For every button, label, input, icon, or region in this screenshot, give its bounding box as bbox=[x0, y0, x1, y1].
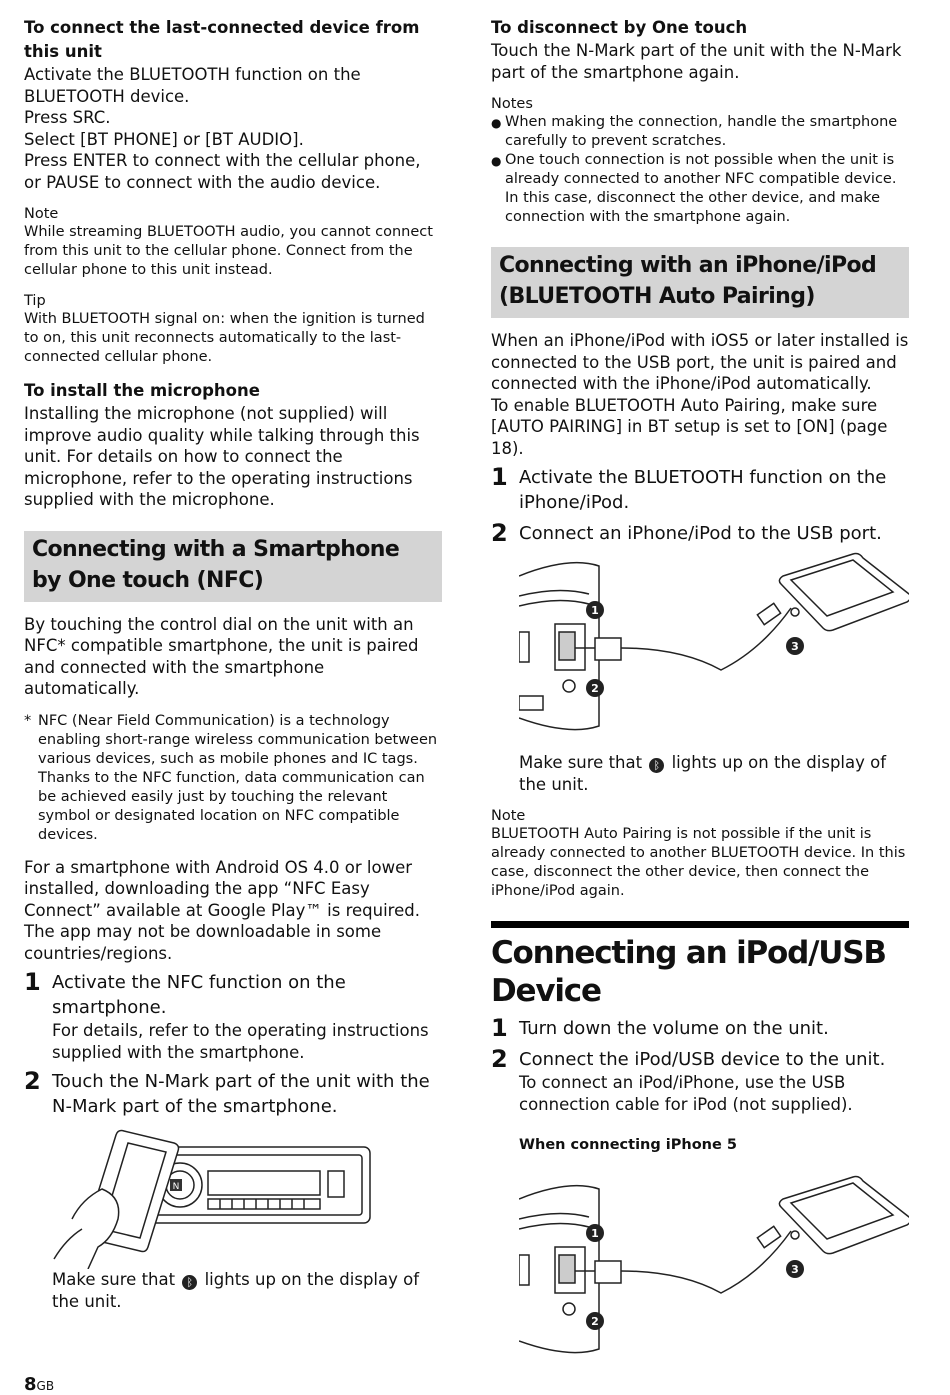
make-sure-a: Make sure that bbox=[52, 1270, 176, 1289]
nfc-step-2 bbox=[24, 1069, 442, 1119]
mic-title: To install the microphone bbox=[24, 381, 260, 400]
iphone5-label: When connecting iPhone 5 bbox=[519, 1136, 737, 1153]
nfc-touch-illustration bbox=[52, 1119, 372, 1269]
page-number-value: 8 bbox=[24, 1374, 37, 1395]
tip-label: Tip bbox=[24, 293, 46, 309]
notes-label: Notes bbox=[491, 96, 533, 112]
callout-2: 2 bbox=[591, 682, 599, 695]
callout-1: 1 bbox=[591, 1227, 599, 1240]
bluetooth-icon: ᛒ bbox=[649, 758, 664, 773]
callout-2: 2 bbox=[591, 1315, 599, 1328]
footnote-text: NFC (Near Field Communication) is a technology enabling short-range wireless communication between various devices, such as mobile phones and IC tags. Thanks to the NFC function, data communication can be achieved easily just by touching the relevant symbol or designated location on NFC compatible devices. bbox=[38, 712, 438, 843]
callout-3: 3 bbox=[791, 1263, 799, 1276]
note-label: Note bbox=[24, 206, 59, 222]
step-1-desc: For details, refer to the operating instructions supplied with the smartphone. bbox=[52, 1021, 429, 1062]
usb-heading: Connecting an iPod/USB Device bbox=[491, 921, 909, 1010]
iphone5-connect-illustration bbox=[519, 1169, 909, 1359]
nfc-intro: By touching the control dial on the unit with an NFC* compatible smartphone, the unit is paired and connected with the smartphone automatically. bbox=[24, 614, 419, 698]
callout-3: 3 bbox=[791, 640, 799, 653]
iphone-intro: When an iPhone/iPod with iOS5 or later installed is connected to the USB port, the unit is paired and connected with the iPhone/iPod automatically. bbox=[491, 331, 909, 393]
step-text: Touch the N-Mark part of the unit with the N-Mark part of the smartphone. bbox=[52, 1071, 430, 1117]
usb-step-1 bbox=[491, 1016, 909, 1041]
right-column bbox=[491, 16, 909, 1359]
last-connected-step-2: Press SRC. bbox=[24, 108, 111, 127]
iphone-heading: Connecting with an iPhone/iPod (BLUETOOTH Auto Pairing) bbox=[491, 247, 909, 318]
note-label: Note bbox=[491, 808, 526, 824]
last-connected-step-1: Activate the BLUETOOTH function on the BLUETOOTH device. bbox=[24, 65, 361, 106]
make-sure-a: Make sure that bbox=[519, 753, 643, 772]
step-number: 1 bbox=[24, 968, 41, 996]
android-text: For a smartphone with Android OS 4.0 or lower installed, downloading the app “NFC Easy Connect” available at Google Play™ is required. The app may not be downloadable in some countries/regions. bbox=[24, 857, 420, 963]
step-text: Activate the NFC function on the smartphone. bbox=[52, 972, 346, 1018]
usb-step-2 bbox=[491, 1047, 909, 1072]
make-sure-b: lights up on the display of the unit. bbox=[52, 1270, 420, 1311]
footnote-mark: * bbox=[24, 712, 32, 729]
step-text: Connect an iPhone/iPod to the USB port. bbox=[519, 523, 882, 544]
note-text: While streaming BLUETOOTH audio, you cannot connect from this unit to the cellular phone. Connect from the cellular phone to this unit instead. bbox=[24, 224, 433, 278]
callout-1: 1 bbox=[591, 604, 599, 617]
nfc-step-1 bbox=[24, 970, 442, 1020]
iphone-step-1 bbox=[491, 465, 909, 515]
page-number bbox=[24, 1374, 54, 1395]
step-text: Activate the BLUETOOTH function on the iPhone/iPod. bbox=[519, 467, 887, 513]
step-text: Turn down the volume on the unit. bbox=[519, 1018, 829, 1039]
note-text: BLUETOOTH Auto Pairing is not possible if the unit is already connected to another BLUETOOTH device. In this case, disconnect the other device, then connect the iPhone/iPod again. bbox=[491, 826, 906, 899]
last-connected-title: To connect the last-connected device from this unit bbox=[24, 18, 420, 61]
bluetooth-icon: ᛒ bbox=[182, 1275, 197, 1290]
last-connected-step-3: Select [BT PHONE] or [BT AUDIO]. bbox=[24, 129, 304, 149]
usb-connect-illustration bbox=[519, 546, 909, 746]
iphone-intro-2: To enable BLUETOOTH Auto Pairing, make sure [AUTO PAIRING] in BT setup is set to [ON] (page 18). bbox=[491, 395, 888, 458]
n-mark-label: N bbox=[172, 1182, 180, 1192]
step-number: 2 bbox=[24, 1067, 41, 1095]
last-connected-step-4: Press ENTER to connect with the cellular phone, or PAUSE to connect with the audio device. bbox=[24, 151, 421, 192]
step-number: 1 bbox=[491, 1014, 508, 1042]
iphone-step-2 bbox=[491, 521, 909, 546]
step-text: Connect the iPod/USB device to the unit. bbox=[519, 1049, 886, 1070]
note-item: ● One touch connection is not possible when the unit is already connected to another NFC compatible device. In this case, disconnect the other device, and make connection with the smartphone again. bbox=[491, 151, 909, 227]
nfc-footnote bbox=[24, 712, 442, 845]
mic-text: Installing the microphone (not supplied) will improve audio quality while talking through this unit. For details on how to connect the microphone, refer to the operating instructions supplied with the microphone. bbox=[24, 404, 420, 509]
note-item: ● When making the connection, handle the smartphone carefully to prevent scratches. bbox=[491, 113, 909, 151]
disconnect-text: Touch the N-Mark part of the unit with the N-Mark part of the smartphone again. bbox=[491, 41, 902, 82]
iphone-make-sure bbox=[519, 752, 909, 795]
left-column bbox=[24, 16, 442, 1312]
step-number: 1 bbox=[491, 463, 508, 491]
page-suffix: GB bbox=[36, 1379, 55, 1393]
nfc-make-sure bbox=[52, 1269, 442, 1312]
nfc-heading: Connecting with a Smartphone by One touch (NFC) bbox=[24, 531, 442, 602]
step-number: 2 bbox=[491, 1045, 508, 1073]
note-item-text: One touch connection is not possible when the unit is already connected to another NFC compatible device. In this case, disconnect the other device, and make connection with the smartphone again. bbox=[505, 152, 897, 225]
make-sure-b: lights up on the display of the unit. bbox=[519, 753, 887, 794]
note-item-text: When making the connection, handle the smartphone carefully to prevent scratches. bbox=[505, 114, 898, 149]
tip-text: With BLUETOOTH signal on: when the ignition is turned to on, this unit reconnects automatically to the last-connected cellular phone. bbox=[24, 311, 425, 365]
usb-step-2-desc: To connect an iPod/iPhone, use the USB connection cable for iPod (not supplied). bbox=[519, 1073, 853, 1114]
disconnect-title: To disconnect by One touch bbox=[491, 18, 748, 37]
step-number: 2 bbox=[491, 519, 508, 547]
